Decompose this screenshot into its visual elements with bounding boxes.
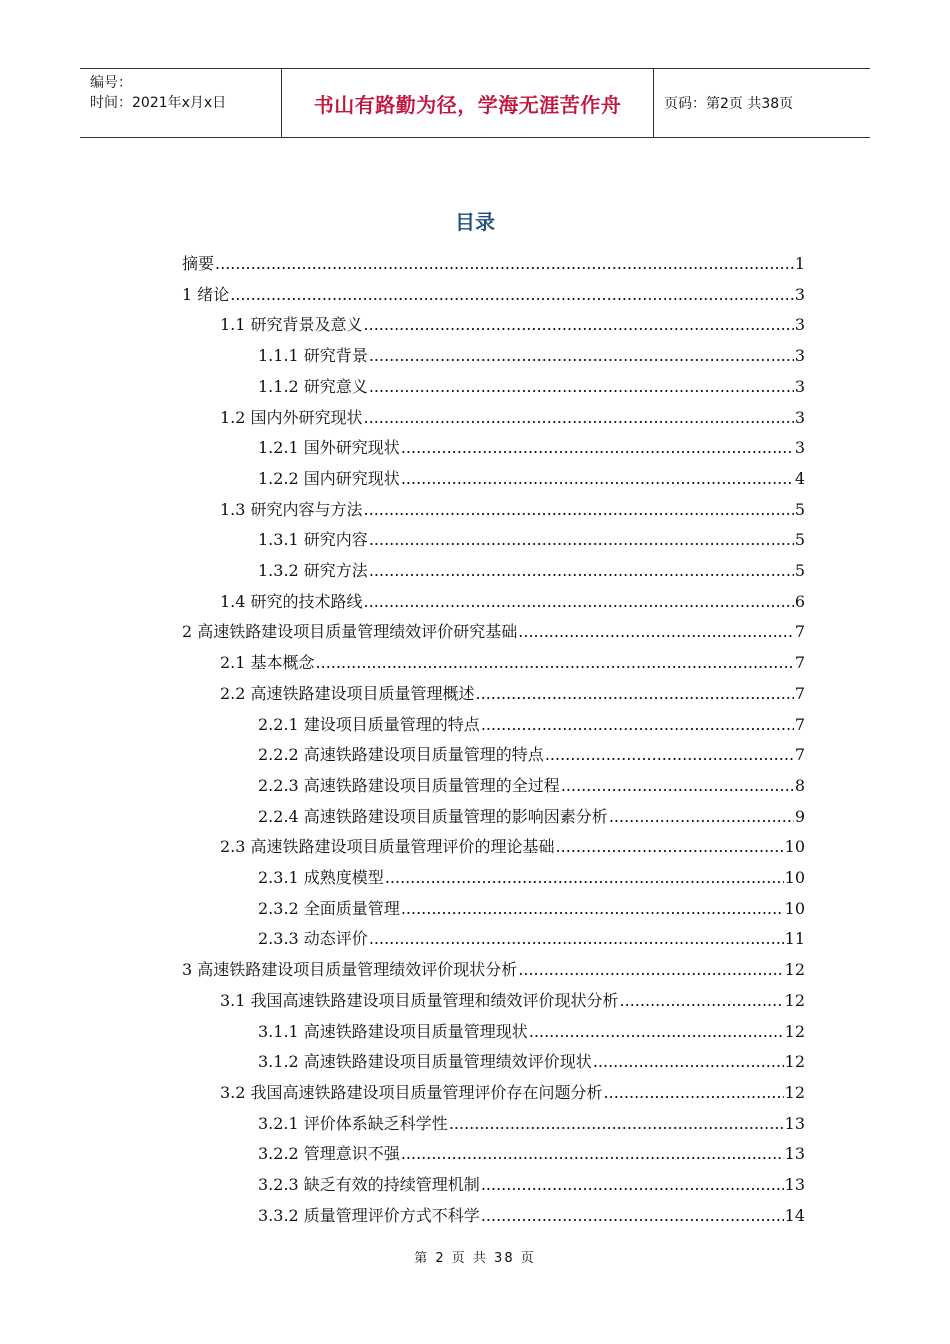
toc-dot-leader xyxy=(449,1108,784,1139)
toc-dot-leader xyxy=(369,923,784,954)
toc-entry-title: 1.1.2 研究意义 xyxy=(258,376,368,396)
toc-entry[interactable] xyxy=(258,1138,805,1169)
toc-entry-page: 9 xyxy=(794,806,805,826)
toc-dot-leader xyxy=(364,402,794,433)
toc-dot-leader xyxy=(369,524,794,555)
toc-entry[interactable] xyxy=(220,402,805,433)
toc-entry[interactable] xyxy=(220,309,805,340)
toc-entry-page: 12 xyxy=(784,1082,805,1102)
toc-entry-title: 2.2.1 建设项目质量管理的特点 xyxy=(258,714,480,734)
time-label: 时间：2021年x月x日 xyxy=(90,95,227,111)
toc-dot-leader xyxy=(230,279,794,310)
toc-entry-page: 5 xyxy=(794,561,805,580)
toc-dot-leader xyxy=(401,463,794,494)
toc-entry[interactable] xyxy=(220,1077,805,1108)
toc-entry-page: 12 xyxy=(784,960,805,980)
toc-entry[interactable] xyxy=(258,463,805,494)
toc-entry-page: 3 xyxy=(794,438,805,458)
toc-entry[interactable] xyxy=(258,524,805,555)
toc-entry-page: 10 xyxy=(784,898,805,918)
toc-dot-leader xyxy=(556,831,784,862)
toc-dot-leader xyxy=(369,555,794,586)
header-left-cell xyxy=(80,69,282,137)
toc-entry-title: 2.2 高速铁路建设项目质量管理概述 xyxy=(220,683,475,703)
toc-dot-leader xyxy=(518,954,783,985)
toc-entry[interactable] xyxy=(258,1200,805,1231)
toc-entry-page: 5 xyxy=(794,499,805,519)
toc-entry-title: 3 高速铁路建设项目质量管理绩效评价现状分析 xyxy=(182,960,518,980)
toc-entry-title: 1.4 研究的技术路线 xyxy=(220,591,363,611)
toc-entry[interactable] xyxy=(258,1108,805,1139)
toc-entry-title: 2.3.3 动态评价 xyxy=(258,929,368,949)
toc-dot-leader xyxy=(561,770,794,801)
toc-entry-page: 7 xyxy=(794,714,805,734)
toc-entry-page: 12 xyxy=(784,1052,805,1072)
toc-title: 目录 xyxy=(455,210,495,234)
toc-entry-title: 3.2 我国高速铁路建设项目质量管理评价存在问题分析 xyxy=(220,1082,603,1102)
toc-entry-page: 4 xyxy=(794,468,805,488)
page-info: 页码：第2页 共38页 xyxy=(664,96,794,112)
toc-entry-title: 2.1 基本概念 xyxy=(220,653,315,673)
toc-entry-title: 2.3.1 成熟度模型 xyxy=(258,868,384,887)
toc-dot-leader xyxy=(369,340,794,371)
toc-entry-page: 7 xyxy=(794,683,805,703)
toc-entry-page: 13 xyxy=(784,1144,805,1164)
toc-entry-title: 1.3.1 研究内容 xyxy=(258,530,368,550)
toc-entry-page: 7 xyxy=(794,622,805,642)
toc-entry-title: 2 高速铁路建设项目质量管理绩效评价研究基础 xyxy=(182,622,518,642)
toc-dot-leader xyxy=(401,1138,784,1169)
toc-entry-page: 13 xyxy=(784,1175,805,1194)
toc-dot-leader xyxy=(364,309,794,340)
toc-dot-leader xyxy=(593,1046,784,1077)
toc-entry[interactable] xyxy=(258,1016,805,1047)
toc-entry-page: 10 xyxy=(784,868,805,887)
toc-entry-title: 1.3.2 研究方法 xyxy=(258,561,368,580)
toc-entry[interactable] xyxy=(258,893,805,924)
toc-dot-leader xyxy=(215,248,794,279)
toc-entry-page: 10 xyxy=(784,837,805,857)
toc-entry-title: 1.2.2 国内研究现状 xyxy=(258,468,400,488)
number-label: 编号： xyxy=(90,75,132,91)
motto: 书山有路勤为径，学海无涯苦作舟 xyxy=(313,92,622,117)
toc-entry[interactable] xyxy=(220,586,805,617)
toc-entry-title: 2.2.2 高速铁路建设项目质量管理的特点 xyxy=(258,745,544,765)
toc-entry[interactable] xyxy=(258,862,805,893)
toc-entry[interactable] xyxy=(258,340,805,371)
toc-entry-title: 3.2.2 管理意识不强 xyxy=(258,1144,400,1164)
toc-entry-page: 12 xyxy=(784,990,805,1010)
toc-entry-title: 3.2.3 缺乏有效的持续管理机制 xyxy=(258,1175,480,1194)
toc-entry-title: 1.1.1 研究背景 xyxy=(258,346,368,366)
toc-entry[interactable] xyxy=(258,739,805,770)
toc-dot-leader xyxy=(476,678,794,709)
toc-entry-page: 12 xyxy=(784,1021,805,1041)
toc-entry[interactable] xyxy=(258,801,805,832)
toc-entry[interactable] xyxy=(220,647,805,678)
toc-entry[interactable] xyxy=(220,831,805,862)
toc-entry-title: 摘要 xyxy=(182,254,215,273)
toc-entry-title: 2.3.2 全面质量管理 xyxy=(258,898,400,918)
toc-dot-leader xyxy=(529,1016,784,1047)
toc-entry-title: 3.1.1 高速铁路建设项目质量管理现状 xyxy=(258,1021,528,1041)
toc-entry-page: 5 xyxy=(794,530,805,550)
toc-entry[interactable] xyxy=(258,432,805,463)
toc-dot-leader xyxy=(369,371,794,402)
toc-entry[interactable] xyxy=(258,770,805,801)
toc-dot-leader xyxy=(364,494,794,525)
toc-entry-title: 2.2.3 高速铁路建设项目质量管理的全过程 xyxy=(258,775,560,795)
toc-entry-title: 3.3.2 质量管理评价方式不科学 xyxy=(258,1205,480,1225)
toc-entry-page: 14 xyxy=(784,1205,805,1225)
toc-entry-page: 3 xyxy=(794,284,805,304)
toc-dot-leader xyxy=(518,616,794,647)
toc-dot-leader xyxy=(385,862,784,893)
toc-entry[interactable] xyxy=(182,279,805,310)
toc-entry-title: 1.2.1 国外研究现状 xyxy=(258,438,400,458)
toc-dot-leader xyxy=(481,1200,784,1231)
toc-dot-leader xyxy=(604,1077,784,1108)
toc-entry-title: 1.1 研究背景及意义 xyxy=(220,315,363,335)
toc-entry[interactable] xyxy=(258,923,805,954)
header-motto-cell xyxy=(282,69,654,137)
toc-entry[interactable] xyxy=(182,954,805,985)
toc-entry[interactable] xyxy=(220,678,805,709)
toc-dot-leader xyxy=(620,985,784,1016)
header-page-cell xyxy=(654,69,870,137)
toc-entry-title: 3.1.2 高速铁路建设项目质量管理绩效评价现状 xyxy=(258,1052,592,1072)
toc-entry-title: 3.1 我国高速铁路建设项目质量管理和绩效评价现状分析 xyxy=(220,990,619,1010)
toc-entry-page: 3 xyxy=(794,407,805,427)
page-header xyxy=(80,68,870,138)
toc-entry-page: 13 xyxy=(784,1113,805,1133)
toc-entry-page: 8 xyxy=(794,775,805,795)
toc-entry-page: 11 xyxy=(784,929,805,949)
toc-entry[interactable] xyxy=(220,985,805,1016)
toc-entry[interactable] xyxy=(258,371,805,402)
toc-entry[interactable] xyxy=(182,616,805,647)
toc-entry[interactable] xyxy=(258,709,805,740)
toc-dot-leader xyxy=(481,709,794,740)
toc-entry[interactable] xyxy=(258,1046,805,1077)
toc-entry-page: 7 xyxy=(794,653,805,673)
toc-entry[interactable] xyxy=(182,248,805,279)
toc-dot-leader xyxy=(609,801,794,832)
page-footer: 第 2 页 共 38 页 xyxy=(414,1251,536,1266)
toc-entry-title: 3.2.1 评价体系缺乏科学性 xyxy=(258,1113,448,1133)
toc-entry-page: 3 xyxy=(794,346,805,366)
toc-entry-title: 2.3 高速铁路建设项目质量管理评价的理论基础 xyxy=(220,837,555,857)
toc-entry-page: 3 xyxy=(794,315,805,335)
toc-dot-leader xyxy=(364,586,794,617)
toc-entry-page: 7 xyxy=(794,745,805,765)
toc-entry[interactable] xyxy=(258,555,805,586)
toc-entry-page: 6 xyxy=(794,591,805,611)
toc-entry[interactable] xyxy=(258,1169,805,1200)
toc-dot-leader xyxy=(481,1169,784,1200)
toc-entry-title: 1.3 研究内容与方法 xyxy=(220,499,363,519)
toc-entry-title: 1 绪论 xyxy=(182,284,230,304)
toc-entry-title: 2.2.4 高速铁路建设项目质量管理的影响因素分析 xyxy=(258,806,608,826)
toc-entry-title: 1.2 国内外研究现状 xyxy=(220,407,363,427)
toc-dot-leader xyxy=(316,647,794,678)
toc-dot-leader xyxy=(401,432,794,463)
toc-entry[interactable] xyxy=(220,494,805,525)
toc-dot-leader xyxy=(401,893,784,924)
toc-entry-page: 1 xyxy=(794,254,805,273)
toc-entry-page: 3 xyxy=(794,376,805,396)
toc-dot-leader xyxy=(545,739,794,770)
